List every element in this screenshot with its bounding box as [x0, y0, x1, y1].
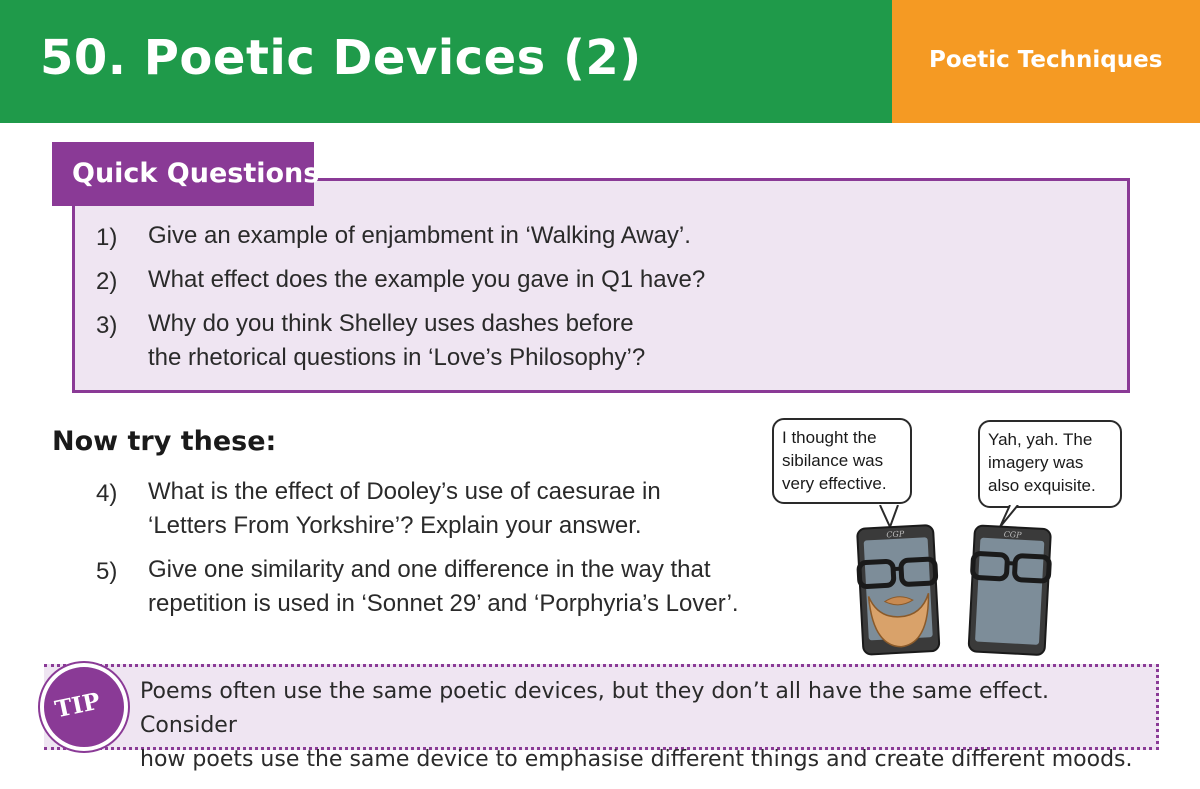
- question-text: What effect does the example you gave in Q1 have?: [148, 266, 706, 293]
- question-number: 1): [96, 224, 118, 251]
- phone-characters-illustration: [850, 505, 1070, 665]
- bubble-line: Yah, yah. The: [988, 430, 1093, 449]
- tip-line: Poems often use the same poetic devices, but they don’t all have the same effect. Consider: [140, 679, 1049, 738]
- question-text: Why do you think Shelley uses dashes before: [148, 310, 634, 337]
- tip-text: [140, 675, 1140, 777]
- bearded-phone: [857, 525, 939, 655]
- tip-line: how poets use the same device to emphasise different things and create different moods.: [140, 747, 1133, 772]
- bubble-line: sibilance was: [782, 451, 884, 470]
- phone-logo: CGP: [1003, 529, 1022, 540]
- section-tab-label: Poetic Techniques: [929, 47, 1163, 73]
- question-text-continued: the rhetorical questions in ‘Love’s Philosophy’?: [148, 344, 646, 371]
- bubble-tail-right: [1000, 505, 1018, 527]
- now-try-heading: Now try these:: [52, 426, 277, 457]
- bubble-line: I thought the: [782, 428, 877, 447]
- quick-questions-heading: Quick Questions: [72, 158, 320, 189]
- phone-logo: CGP: [886, 529, 905, 540]
- question-number: 3): [96, 312, 118, 339]
- tip-badge-label: TIP: [52, 687, 103, 724]
- question-text: Give one similarity and one difference in the way that: [148, 556, 711, 583]
- glasses-phone: [968, 525, 1050, 655]
- question-number: 2): [96, 268, 118, 295]
- question-text-continued: repetition is used in ‘Sonnet 29’ and ‘Porphyria’s Lover’.: [148, 590, 739, 617]
- bubble-line: imagery was: [988, 453, 1084, 472]
- bubble-line: very effective.: [782, 474, 887, 493]
- speech-bubble-left: [772, 418, 912, 504]
- bubble-tail-left: [880, 505, 898, 527]
- question-text: Give an example of enjambment in ‘Walking Away’.: [148, 222, 691, 249]
- page-title: 50. Poetic Devices (2): [40, 30, 642, 86]
- question-number: 4): [96, 480, 118, 507]
- question-number: 5): [96, 558, 118, 585]
- bubble-line: also exquisite.: [988, 476, 1096, 495]
- question-text-continued: ‘Letters From Yorkshire’? Explain your answer.: [148, 512, 642, 539]
- speech-bubble-right: [978, 420, 1122, 508]
- question-text: What is the effect of Dooley’s use of caesurae in: [148, 478, 661, 505]
